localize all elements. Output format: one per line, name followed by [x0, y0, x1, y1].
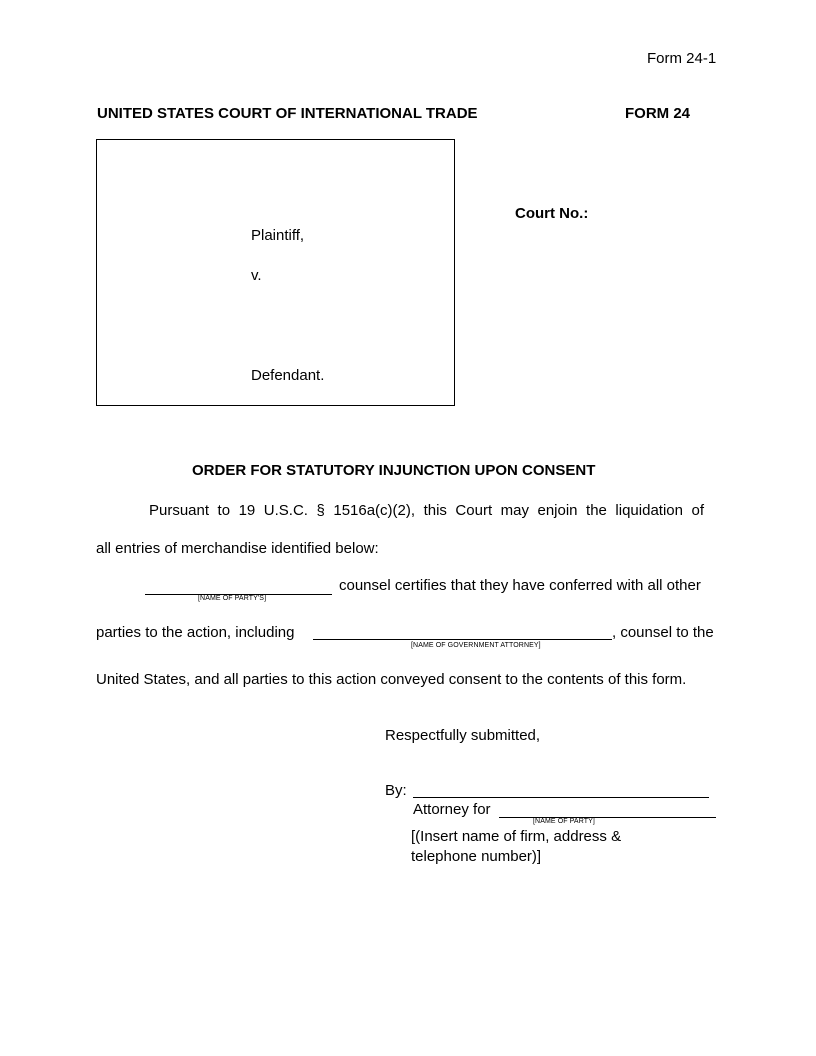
closing-text: Respectfully submitted, — [385, 727, 541, 744]
court-name: UNITED STATES COURT OF INTERNATIONAL TRADE — [97, 105, 478, 122]
form-number: FORM 24 — [625, 105, 691, 122]
court-number-label: Court No.: — [515, 205, 589, 222]
paragraph-2-line-2-suffix: , counsel to the — [612, 624, 714, 641]
signature-blank[interactable] — [413, 797, 709, 798]
government-attorney-blank[interactable] — [313, 639, 612, 640]
plaintiff-label: Plaintiff, — [251, 227, 305, 244]
page-label: Form 24-1 — [647, 50, 717, 67]
paragraph-1-line-2: all entries of merchandise identified below: — [96, 540, 379, 557]
defendant-label: Defendant. — [251, 367, 325, 384]
versus-label: v. — [251, 267, 262, 284]
attorney-for-label: Attorney for — [413, 801, 491, 818]
by-label: By: — [385, 782, 407, 799]
paragraph-2-line-2-prefix: parties to the action, including — [96, 624, 295, 641]
party-name-hint: [NAME OF PARTY'S] — [198, 595, 267, 602]
caption-box — [96, 139, 455, 406]
attorney-for-party-blank[interactable] — [499, 817, 716, 818]
firm-line-2: telephone number)] — [411, 848, 542, 865]
party-hint: [NAME OF PARTY] — [533, 818, 595, 825]
paragraph-1-line-1: Pursuant to 19 U.S.C. § 1516a(c)(2), this Court may enjoin the liquidation of — [149, 502, 704, 519]
order-title: ORDER FOR STATUTORY INJUNCTION UPON CONSENT — [192, 462, 596, 479]
firm-line-1: [(Insert name of firm, address & — [411, 828, 622, 845]
paragraph-2-line-3: United States, and all parties to this action conveyed consent to the contents of this form. — [96, 671, 687, 688]
government-attorney-hint: [NAME OF GOVERNMENT ATTORNEY] — [411, 642, 541, 649]
paragraph-2-line-1: counsel certifies that they have conferred with all other — [339, 577, 701, 594]
